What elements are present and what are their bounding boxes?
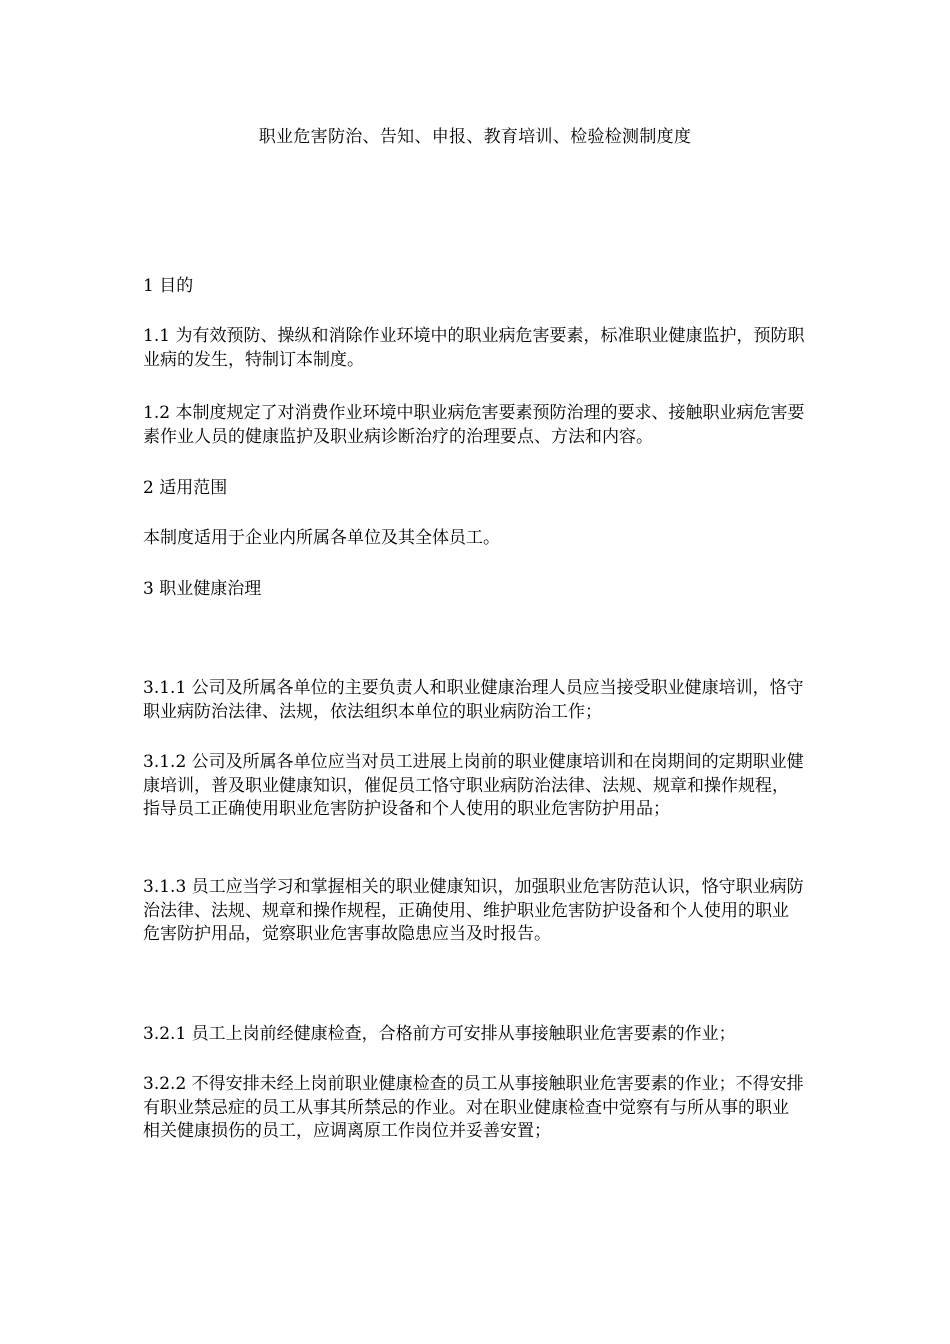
paragraph-3-1-2: 3.1.2 公司及所属各单位应当对员工进展上岗前的职业健康培训和在岗期间的定期职业健康培训，普及职业健康知识，催促员工恪守职业病防治法律、法规、规章和操作规程，指导员工正确使用职业危害防护设备和个人使用的职业危害防护用品； — [143, 752, 804, 819]
section-heading-scope: 2 适用范围 — [143, 478, 228, 498]
paragraph-3-2-2: 3.2.2 不得安排未经上岗前职业健康检查的员工从事接触职业危害要素的作业；不得安排有职业禁忌症的员工从事其所禁忌的作业。对在职业健康检查中觉察有与所从事的职业相关健康损伤的员工，应调离原工作岗位并妥善安置； — [143, 1074, 804, 1141]
paragraph-3-2-1: 3.2.1 员工上岗前经健康检查，合格前方可安排从事接触职业危害要素的作业； — [143, 1024, 736, 1044]
paragraph-3-1-3: 3.1.3 员工应当学习和掌握相关的职业健康知识，加强职业危害防范认识，恪守职业病防治法律、法规、规章和操作规程，正确使用、维护职业危害防护设备和个人使用的职业危害防护用品，觉察职业危害事故隐患应当及时报告。 — [143, 877, 804, 944]
section-heading-health-management: 3 职业健康治理 — [143, 579, 262, 599]
paragraph-scope: 本制度适用于企业内所属各单位及其全体员工。 — [143, 528, 500, 548]
section-heading-purpose: 1 目的 — [143, 276, 194, 296]
document-title: 职业危害防治、告知、申报、教育培训、检验检测制度度 — [258, 127, 692, 147]
paragraph-1-2: 1.2 本制度规定了对消费作业环境中职业病危害要素预防治理的要求、接触职业病危害要素作业人员的健康监护及职业病诊断治疗的治理要点、方法和内容。 — [143, 403, 805, 447]
paragraph-1-1: 1.1 为有效预防、操纵和消除作业环境中的职业病危害要素，标准职业健康监护，预防职业病的发生，特制订本制度。 — [143, 326, 805, 370]
paragraph-3-1-1: 3.1.1 公司及所属各单位的主要负责人和职业健康治理人员应当接受职业健康培训，恪守职业病防治法律、法规，依法组织本单位的职业病防治工作； — [143, 678, 804, 722]
